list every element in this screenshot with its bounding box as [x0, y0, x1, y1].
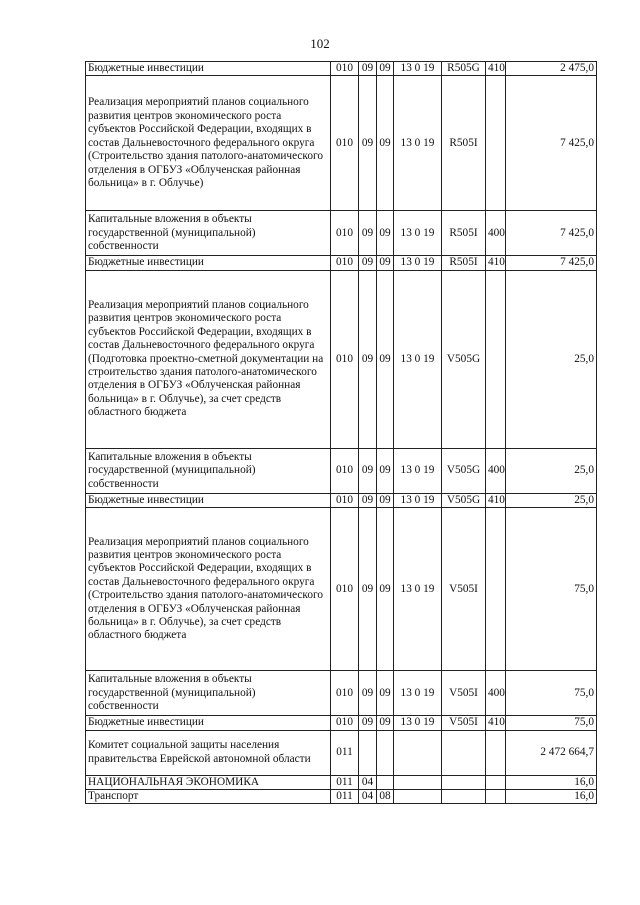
- target-code: V505G: [442, 270, 486, 448]
- section-code: 09: [359, 716, 377, 730]
- ministry-code: 010: [331, 448, 359, 493]
- subsection-code: 08: [377, 790, 394, 804]
- target-code: R505I: [442, 211, 486, 256]
- row-name: Реализация мероприятий планов социального развития центров экономического роста субъектов Российской Федерации, входящих в состав Дальневосточного федерального округа (Подготовка проектно-сметной документации на строительство здания патолого-анатомического отделения в ОГБУЗ «Облученская районная больница» в г. Облучье), за счет средств областного бюджета: [86, 270, 331, 448]
- subsection-code: 09: [377, 493, 394, 507]
- section-code: 04: [359, 775, 377, 789]
- section-code: 09: [359, 493, 377, 507]
- expense-type-code: [486, 790, 506, 804]
- section-code: 09: [359, 256, 377, 270]
- program-code: 13 0 19: [394, 493, 442, 507]
- subsection-code: 09: [377, 671, 394, 716]
- amount: 25,0: [506, 270, 597, 448]
- table-row: [86, 62, 597, 76]
- row-name: НАЦИОНАЛЬНАЯ ЭКОНОМИКА: [86, 775, 331, 789]
- ministry-code: 010: [331, 493, 359, 507]
- expense-type-code: [486, 270, 506, 448]
- target-code: V505I: [442, 508, 486, 671]
- section-code: 09: [359, 62, 377, 76]
- table-row: [86, 671, 597, 716]
- target-code: V505I: [442, 716, 486, 730]
- ministry-code: 011: [331, 775, 359, 789]
- budget-table: [85, 61, 597, 804]
- target-code: [442, 775, 486, 789]
- target-code: V505G: [442, 493, 486, 507]
- subsection-code: 09: [377, 508, 394, 671]
- program-code: 13 0 19: [394, 448, 442, 493]
- program-code: [394, 730, 442, 775]
- section-code: 04: [359, 790, 377, 804]
- expense-type-code: [486, 730, 506, 775]
- row-name: Бюджетные инвестиции: [86, 256, 331, 270]
- ministry-code: 010: [331, 62, 359, 76]
- table-row: [86, 211, 597, 256]
- amount: 7 425,0: [506, 256, 597, 270]
- ministry-code: 011: [331, 730, 359, 775]
- section-code: 09: [359, 76, 377, 211]
- table-row: [86, 256, 597, 270]
- page-number: 102: [310, 36, 330, 51]
- row-name: Комитет социальной защиты населения правительства Еврейской автономной области: [86, 730, 331, 775]
- row-name: Бюджетные инвестиции: [86, 62, 331, 76]
- expense-type-code: [486, 775, 506, 789]
- ministry-code: 010: [331, 716, 359, 730]
- amount: 7 425,0: [506, 211, 597, 256]
- program-code: 13 0 19: [394, 508, 442, 671]
- subsection-code: 09: [377, 211, 394, 256]
- subsection-code: 09: [377, 270, 394, 448]
- ministry-code: 010: [331, 270, 359, 448]
- program-code: 13 0 19: [394, 716, 442, 730]
- program-code: 13 0 19: [394, 256, 442, 270]
- target-code: V505G: [442, 448, 486, 493]
- target-code: R505I: [442, 256, 486, 270]
- expense-type-code: 410: [486, 493, 506, 507]
- row-name: Транспорт: [86, 790, 331, 804]
- table-row: [86, 730, 597, 775]
- row-name: Капитальные вложения в объекты государственной (муниципальной) собственности: [86, 671, 331, 716]
- target-code: R505G: [442, 62, 486, 76]
- row-name: Реализация мероприятий планов социального развития центров экономического роста субъектов Российской Федерации, входящих в состав Дальневосточного федерального округа (Строительство здания патолого-анатомического отделения в ОГБУЗ «Облученская районная больница» в г. Облучье), за счет средств областного бюджета: [86, 508, 331, 671]
- expense-type-code: 400: [486, 211, 506, 256]
- subsection-code: 09: [377, 448, 394, 493]
- amount: 25,0: [506, 493, 597, 507]
- program-code: 13 0 19: [394, 76, 442, 211]
- amount: 16,0: [506, 790, 597, 804]
- ministry-code: 011: [331, 790, 359, 804]
- amount: 2 472 664,7: [506, 730, 597, 775]
- table-row: [86, 775, 597, 789]
- program-code: [394, 790, 442, 804]
- table-row: [86, 790, 597, 804]
- amount: 16,0: [506, 775, 597, 789]
- target-code: [442, 790, 486, 804]
- subsection-code: 09: [377, 62, 394, 76]
- ministry-code: 010: [331, 76, 359, 211]
- row-name: Капитальные вложения в объекты государственной (муниципальной) собственности: [86, 448, 331, 493]
- table-row: [86, 493, 597, 507]
- target-code: V505I: [442, 671, 486, 716]
- target-code: R505I: [442, 76, 486, 211]
- ministry-code: 010: [331, 671, 359, 716]
- program-code: 13 0 19: [394, 270, 442, 448]
- program-code: [394, 775, 442, 789]
- program-code: 13 0 19: [394, 62, 442, 76]
- expense-type-code: 400: [486, 671, 506, 716]
- amount: 7 425,0: [506, 76, 597, 211]
- table-row: [86, 76, 597, 211]
- subsection-code: [377, 775, 394, 789]
- expense-type-code: 410: [486, 256, 506, 270]
- section-code: 09: [359, 211, 377, 256]
- section-code: 09: [359, 508, 377, 671]
- subsection-code: 09: [377, 76, 394, 211]
- row-name: Капитальные вложения в объекты государственной (муниципальной) собственности: [86, 211, 331, 256]
- amount: 75,0: [506, 671, 597, 716]
- program-code: 13 0 19: [394, 211, 442, 256]
- amount: 2 475,0: [506, 62, 597, 76]
- expense-type-code: [486, 508, 506, 671]
- section-code: 09: [359, 671, 377, 716]
- section-code: [359, 730, 377, 775]
- section-code: 09: [359, 448, 377, 493]
- amount: 25,0: [506, 448, 597, 493]
- subsection-code: [377, 730, 394, 775]
- program-code: 13 0 19: [394, 671, 442, 716]
- table-row: [86, 508, 597, 671]
- ministry-code: 010: [331, 508, 359, 671]
- expense-type-code: 410: [486, 716, 506, 730]
- table-row: [86, 448, 597, 493]
- table-row: [86, 716, 597, 730]
- row-name: Реализация мероприятий планов социального развития центров экономического роста субъектов Российской Федерации, входящих в состав Дальневосточного федерального округа (Строительство здания патолого-анатомического отделения в ОГБУЗ «Облученская районная больница» в г. Облучье): [86, 76, 331, 211]
- subsection-code: 09: [377, 256, 394, 270]
- expense-type-code: 410: [486, 62, 506, 76]
- row-name: Бюджетные инвестиции: [86, 716, 331, 730]
- amount: 75,0: [506, 508, 597, 671]
- ministry-code: 010: [331, 256, 359, 270]
- amount: 75,0: [506, 716, 597, 730]
- row-name: Бюджетные инвестиции: [86, 493, 331, 507]
- table-row: [86, 270, 597, 448]
- ministry-code: 010: [331, 211, 359, 256]
- section-code: 09: [359, 270, 377, 448]
- target-code: [442, 730, 486, 775]
- expense-type-code: [486, 76, 506, 211]
- subsection-code: 09: [377, 716, 394, 730]
- expense-type-code: 400: [486, 448, 506, 493]
